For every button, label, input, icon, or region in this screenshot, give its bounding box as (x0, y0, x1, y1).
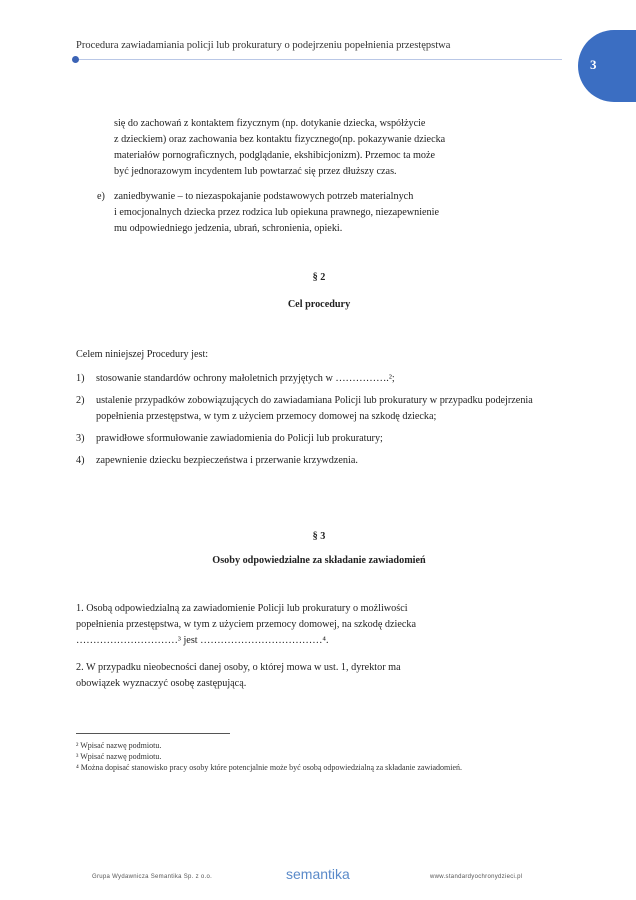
paragraph-line: 1. Osobą odpowiedzialną za zawiadomienie Policji lub prokuratury o możliwości (76, 603, 408, 614)
page-number: 3 (590, 57, 597, 72)
page-number-tab (578, 30, 636, 102)
section-3-paragraph-1 (76, 601, 562, 649)
footer-website: www.standardyochronydzieci.pl (430, 874, 523, 880)
item-line: zaniedbywanie – to niezaspokajanie podstawowych potrzeb materialnych (114, 191, 414, 202)
continuation-line: być jednorazowym incydentem lub powtarzać się przez dłuższy czas. (114, 166, 397, 177)
list-text: zapewnienie dziecku bezpieczeństwa i przerwanie krzywdzenia. (96, 455, 358, 466)
section-3-number: § 3 (312, 531, 326, 542)
list-number: 4) (76, 455, 85, 466)
footnotes (76, 740, 562, 773)
list-item (76, 393, 556, 425)
list-number: 2) (76, 395, 85, 406)
list-text: ustalenie przypadków zobowiązujących do zawiadamiana Policji lub prokuratury w przypadku podejrzenia popełnienia przestępstwa, w tym z użyciem przemocy domowej na szkodę dziecka; (96, 395, 533, 422)
footnote: ² Wpisać nazwę podmiotu. (76, 741, 162, 750)
list-number: 1) (76, 373, 85, 384)
continuation-paragraph (114, 116, 564, 180)
item-line: mu odpowiedniego jedzenia, ubrań, schronienia, opieki. (114, 223, 343, 234)
footer-logo: semantika (286, 866, 350, 882)
list-item (76, 453, 556, 469)
paragraph-line: popełnienia przestępstwa, w tym z użyciem przemocy domowej, na szkodę dziecka (76, 619, 417, 630)
footnote: ³ Wpisać nazwę podmiotu. (76, 752, 162, 761)
section-2-title: Cel procedury (287, 299, 351, 310)
list-text: stosowanie standardów ochrony małoletnich przyjętych w …………….²; (96, 373, 395, 384)
paragraph-line: …………………………³ jest ………………………………⁴. (76, 635, 329, 646)
header-rule (76, 59, 562, 60)
list-text: prawidłowe sformułowanie zawiadomienia do Policji lub prokuratury; (96, 433, 383, 444)
paragraph-line: 2. W przypadku nieobecności danej osoby, o której mowa w ust. 1, dyrektor ma (76, 662, 401, 673)
definition-item-e (97, 189, 567, 237)
list-number: 3) (76, 433, 85, 444)
item-line: i emocjonalnych dziecka przez rodzica lub opiekuna prawnego, niezapewnienie (114, 207, 440, 218)
item-marker: e) (97, 191, 105, 202)
header-dot (72, 56, 79, 63)
footnote: ⁴ Można dopisać stanowisko pracy osoby które potencjalnie może być osobą odpowiedzialną za składanie zawiadomień. (76, 763, 462, 772)
section-3-paragraph-2 (76, 660, 562, 692)
section-2-number: § 2 (312, 272, 326, 283)
paragraph-line: obowiązek wyznaczyć osobę zastępującą. (76, 678, 247, 689)
running-header: Procedura zawiadamiania policji lub prokuratury o podejrzeniu popełnienia przestępstwa (76, 40, 451, 51)
continuation-line: się do zachowań z kontaktem fizycznym (np. dotykanie dziecka, współżycie (114, 118, 426, 129)
section-3-title: Osoby odpowiedzialne za składanie zawiadomień (212, 555, 426, 566)
continuation-line: materiałów pornograficznych, podglądanie, ekshibicjonizm). Przemoc ta może (114, 150, 436, 161)
continuation-line: z dzieckiem) oraz zachowania bez kontaktu fizycznego(np. pokazywanie dziecka (114, 134, 446, 145)
goals-list (76, 371, 556, 475)
footer-publisher: Grupa Wydawnicza Semantika Sp. z o.o. (92, 874, 213, 880)
list-item (76, 371, 556, 387)
footnote-separator (76, 733, 230, 734)
list-item (76, 431, 556, 447)
section-2-intro: Celem niniejszej Procedury jest: (76, 349, 209, 360)
